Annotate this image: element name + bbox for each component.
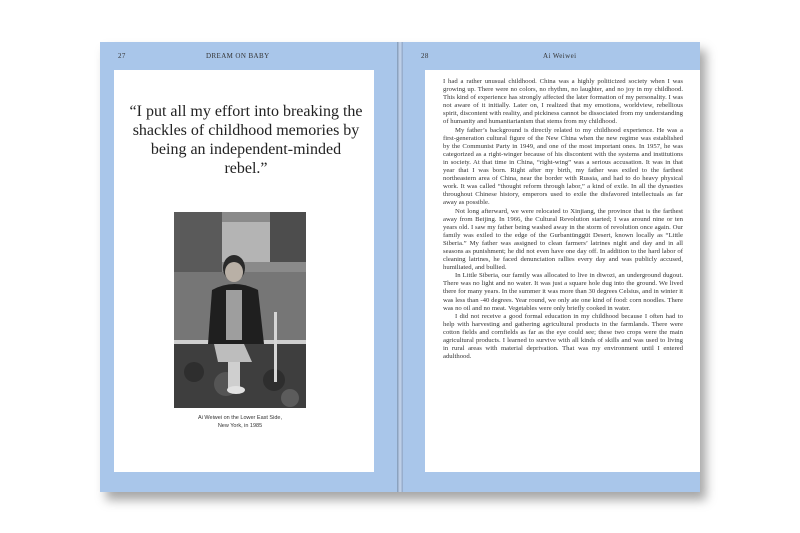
left-page-panel [114,70,374,472]
page-number: 28 [421,52,429,60]
paragraph: In Little Siberia, our family was allocated to live in diwozi, an underground dugout. There was no light and no water. It was just a square hole dug into the ground. We lived there for many years. In the summer it was more than 30 degrees Celsius, and in winter it was less than -40 degrees. Year round, we only ate one kind of food: corn noodles. There was no oil and no meat. Vegetables were only briefly cooked in water. [443,272,683,312]
body-text [443,78,683,361]
paragraph: Not long afterward, we were relocated to Xinjiang, the province that is the farthest away from Beijing. In 1966, the Cultural Revolution started; I was around nine or ten years old. I saw my father being washed away in the storm of revolution once again. Our family was exiled to the edge of the Gurbantünggüt Desert, known locally as “Little Siberia.” My father was assigned to clean farmers’ latrines night and day and in all seasons as punishment; he did not even have one day off. In addition to the hard labor of cleaning latrines, he faced denunciation rallies every day and was publicly accused, humiliated, and bullied. [443,207,683,272]
left-page [100,42,397,492]
pull-quote: “I put all my effort into breaking the shackles of childhood memories by being an independent-minded rebel.” [129,103,363,177]
portrait-photo-illustration [174,212,306,408]
portrait-photo [174,212,306,408]
paragraph: My father’s background is directly related to my childhood experience. He was a first-generation cultural figure of the New China when the new regime was established by the Communist Party in 1949, and one of the most important ones. In 1957, he was categorized as a right-winger because of his discontent with the systems and institutions in society. At that time in China, “right-wing” was a serious accusation. It was in that year that I was born. Right after my birth, my father was exiled to the farthest northeastern area of China, near the border with Russia, and had to do heavy physical work. It was called “thought reform through labor,” a kind of exile. In all the dynasties throughout Chinese history, emperors used to exile the disfavored intellectuals as far away as possible. [443,126,683,207]
photo-caption-line: Ai Weiwei on the Lower East Side, [198,415,282,421]
book-spread [100,42,700,492]
right-page [403,42,700,492]
right-page-panel [425,70,700,472]
paragraph: I did not receive a good formal education in my childhood because I often had to help with harvesting and gathering agricultural products in the farmlands. There were cotton fields and cornfields as far as the eye could see; these two crops were the main agricultural products. I learned to survive with all kinds of skills and was used to living in rural areas with material deprivation. That was my environment until I entered adulthood. [443,312,683,361]
running-title: Ai Weiwei [543,52,577,60]
photo-caption-line: New York, in 1985 [217,423,263,429]
paragraph: I had a rather unusual childhood. China was a highly politicized society when I was growing up. There were no colors, no rhythm, no laughter, and no joy in my childhood. This kind of experience has strongly affected the later formation of my personality. I was not aware of it initially. Later on, I realized that my emotions, worldview, rebellious spirit, discontent with reality, and pickiness cannot be dissociated from my understanding of humanity and humanitarianism that stems from my childhood. [443,78,683,126]
running-title: DREAM ON BABY [206,52,270,60]
page-number: 27 [118,52,126,60]
photo-caption [154,414,326,430]
